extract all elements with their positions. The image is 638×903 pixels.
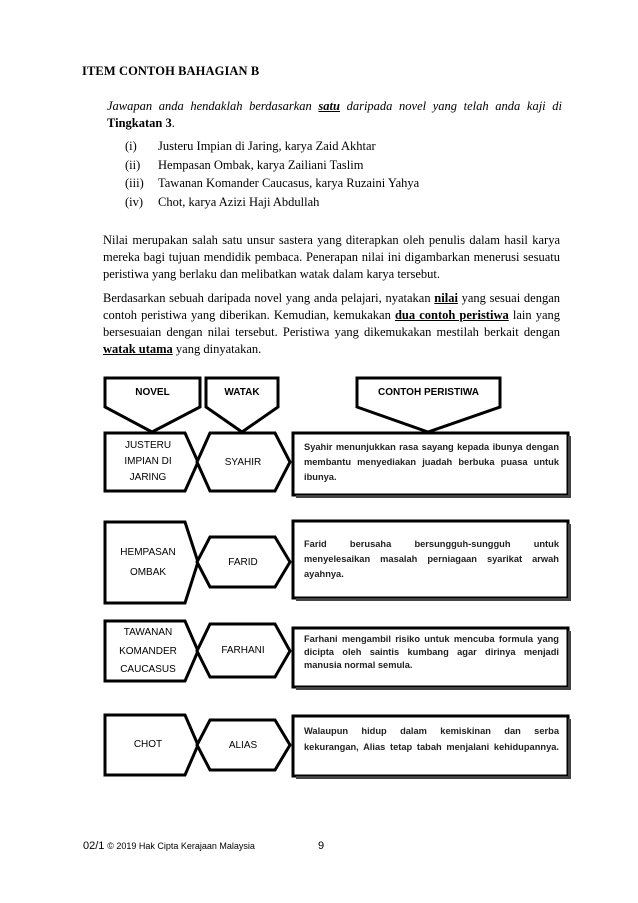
footer-copyright: 02/1 © 2019 Hak Cipta Kerajaan Malaysia: [83, 840, 255, 852]
list-item: (ii) Hempasan Ombak, karya Zailiani Taslim: [125, 157, 364, 172]
watak-label-2: FARID: [228, 556, 258, 568]
watak-label-3: FARHANI: [221, 645, 265, 656]
header-novel: NOVEL: [135, 386, 170, 398]
event-text-2: Farid berusaha bersungguh-sungguh untuk menyelesaikan masalah perniagaan syarikat arwah ayahnya.: [304, 539, 559, 579]
event-text-1: Syahir menunjukkan rasa sayang kepada ibunya dengan membantu menyediakan juadah berbuka puasa untuk ibunya.: [304, 442, 559, 482]
event-text-4: Walaupun hidup dalam kemiskinan dan serba kekurangan, Alias tetap tabah menjalani kehidupannya.: [304, 726, 559, 752]
paragraph-task: Berdasarkan sebuah daripada novel yang anda pelajari, nyatakan nilai yang sesuai dengan contoh peristiwa yang diberikan. Kemudian, kemukakan dua contoh peristiwa lain yang bersesuaian dengan nilai tersebut. Peristiwa yang dikemukakan mestilah berkait dengan watak utama yang dinyatakan.: [103, 291, 560, 356]
watak-label-1: SYAHIR: [224, 456, 262, 468]
page-number: 9: [318, 840, 325, 852]
paragraph-intro: Nilai merupakan salah satu unsur sastera yang diterapkan oleh penulis dalam hasil karya mereka bagi tujuan mendidik pembaca. Penerapan nilai ini digambarkan menerusi sesuatu peristiwa yang berlaku dan melibatkan watak dalam karya tersebut.: [103, 233, 560, 281]
list-item: (i) Justeru Impian di Jaring, karya Zaid Akhtar: [125, 139, 376, 153]
event-text-3: Farhani mengambil risiko untuk mencuba formula yang dicipta oleh saintis kumbang agar dirinya menjadi manusia normal semula.: [304, 634, 559, 670]
section-heading: ITEM CONTOH BAHAGIAN B: [82, 64, 260, 78]
novel-label-3: TAWANAN KOMANDER CAUCASUS: [119, 627, 177, 676]
novel-label-1: JUSTERU IMPIAN DI JARING: [124, 440, 172, 483]
novel-label-4: CHOT: [133, 739, 163, 750]
list-item: (iii) Tawanan Komander Caucasus, karya Ruzaini Yahya: [125, 176, 420, 190]
watak-label-4: ALIAS: [228, 739, 258, 751]
novel-label-2: HEMPASAN OMBAK: [120, 547, 176, 578]
header-watak: WATAK: [224, 386, 260, 398]
header-contoh-peristiwa: CONTOH PERISTIWA: [378, 386, 479, 398]
instruction-text: Jawapan anda hendaklah berdasarkan satu daripada novel yang telah anda kaji di Tingkatan 3.: [107, 99, 562, 130]
list-item: (iv) Chot, karya Azizi Haji Abdullah: [125, 194, 320, 209]
